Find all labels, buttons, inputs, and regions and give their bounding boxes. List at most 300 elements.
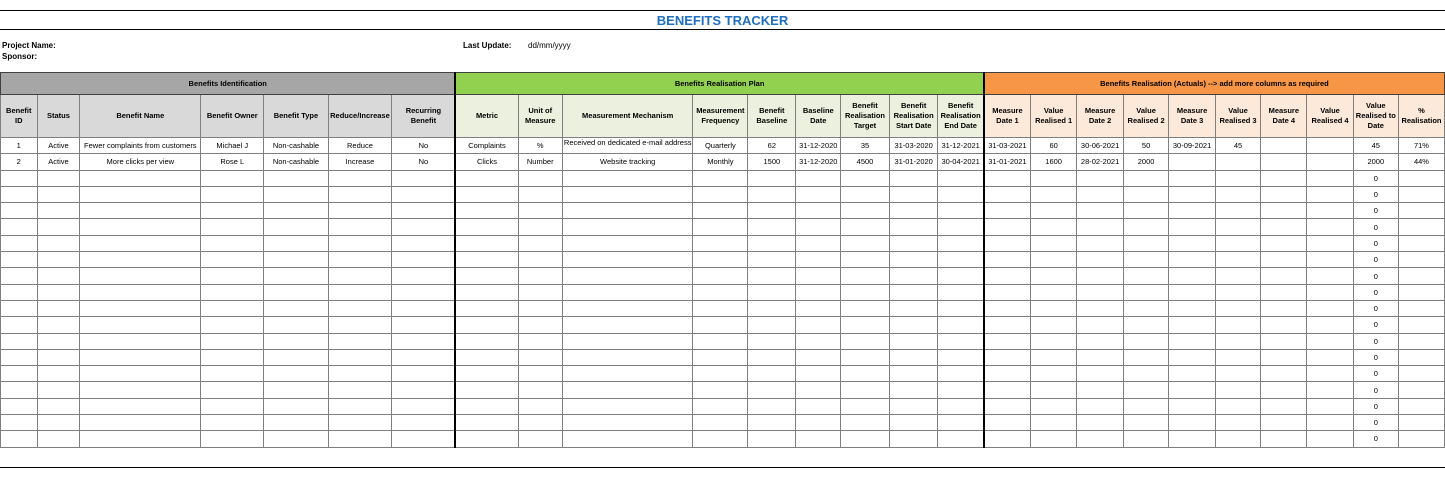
table-cell[interactable]	[1215, 268, 1260, 284]
table-cell[interactable]	[518, 317, 562, 333]
table-cell[interactable]	[328, 219, 392, 235]
table-cell[interactable]	[938, 203, 984, 219]
table-cell[interactable]	[1398, 317, 1444, 333]
table-cell[interactable]: Non-cashable	[264, 154, 328, 170]
table-cell[interactable]	[748, 235, 796, 251]
table-cell[interactable]	[1307, 219, 1353, 235]
table-cell[interactable]	[1307, 300, 1353, 316]
table-cell[interactable]	[1077, 317, 1124, 333]
table-cell[interactable]	[37, 203, 80, 219]
table-cell[interactable]	[37, 268, 80, 284]
table-cell[interactable]	[562, 235, 693, 251]
table-cell[interactable]	[693, 317, 748, 333]
table-cell[interactable]	[841, 268, 890, 284]
table-cell[interactable]	[455, 415, 518, 431]
table-cell[interactable]: 30-06-2021	[1077, 138, 1124, 154]
table-cell[interactable]: Increase	[328, 154, 392, 170]
table-cell[interactable]	[392, 203, 456, 219]
table-cell[interactable]	[1, 398, 38, 414]
table-cell[interactable]	[1169, 300, 1216, 316]
table-cell[interactable]	[1077, 219, 1124, 235]
table-cell[interactable]	[889, 382, 938, 398]
table-cell[interactable]	[748, 415, 796, 431]
table-cell[interactable]	[1031, 349, 1077, 365]
table-cell[interactable]: 1500	[748, 154, 796, 170]
table-cell[interactable]	[80, 333, 201, 349]
table-cell[interactable]	[889, 219, 938, 235]
table-cell[interactable]: More clicks per view	[80, 154, 201, 170]
table-cell[interactable]	[1031, 333, 1077, 349]
table-cell[interactable]	[1261, 333, 1307, 349]
table-cell[interactable]	[1031, 415, 1077, 431]
table-cell[interactable]	[1, 366, 38, 382]
table-cell[interactable]	[201, 333, 264, 349]
table-cell[interactable]	[80, 203, 201, 219]
table-cell[interactable]: No	[392, 138, 456, 154]
table-cell[interactable]	[264, 333, 328, 349]
table-cell[interactable]	[1398, 284, 1444, 300]
table-cell[interactable]: 31-12-2020	[796, 138, 841, 154]
table-cell[interactable]	[748, 366, 796, 382]
table-cell[interactable]	[1031, 382, 1077, 398]
table-cell[interactable]	[984, 219, 1031, 235]
table-cell[interactable]	[392, 415, 456, 431]
table-cell[interactable]	[392, 366, 456, 382]
table-cell[interactable]	[984, 235, 1031, 251]
table-cell[interactable]	[1123, 252, 1168, 268]
table-cell[interactable]	[1169, 382, 1216, 398]
table-cell[interactable]	[1398, 235, 1444, 251]
table-cell[interactable]	[984, 170, 1031, 186]
table-cell[interactable]	[1031, 300, 1077, 316]
table-cell[interactable]	[1398, 333, 1444, 349]
table-cell[interactable]	[889, 398, 938, 414]
table-cell[interactable]	[562, 366, 693, 382]
table-cell[interactable]	[693, 398, 748, 414]
table-cell[interactable]	[841, 203, 890, 219]
table-cell[interactable]	[1307, 398, 1353, 414]
table-cell[interactable]	[1077, 268, 1124, 284]
table-cell[interactable]	[1261, 398, 1307, 414]
table-cell[interactable]	[693, 170, 748, 186]
table-cell[interactable]	[1261, 382, 1307, 398]
table-cell[interactable]	[1123, 366, 1168, 382]
table-cell[interactable]	[264, 186, 328, 202]
table-cell[interactable]: 0	[1353, 398, 1398, 414]
table-cell[interactable]	[80, 317, 201, 333]
table-cell[interactable]	[1031, 431, 1077, 447]
table-cell[interactable]: Monthly	[693, 154, 748, 170]
table-cell[interactable]	[37, 170, 80, 186]
table-cell[interactable]	[1077, 398, 1124, 414]
table-cell[interactable]	[1215, 349, 1260, 365]
table-cell[interactable]	[1215, 219, 1260, 235]
table-cell[interactable]	[392, 431, 456, 447]
table-cell[interactable]: 31-12-2021	[938, 138, 984, 154]
table-cell[interactable]	[938, 235, 984, 251]
table-cell[interactable]	[938, 431, 984, 447]
table-cell[interactable]	[80, 235, 201, 251]
table-cell[interactable]	[1169, 154, 1216, 170]
table-cell[interactable]	[392, 398, 456, 414]
table-cell[interactable]	[1398, 219, 1444, 235]
table-cell[interactable]	[1215, 170, 1260, 186]
table-cell[interactable]	[1398, 366, 1444, 382]
table-cell[interactable]	[693, 268, 748, 284]
table-cell[interactable]	[328, 268, 392, 284]
table-cell[interactable]	[1123, 284, 1168, 300]
table-cell[interactable]	[1307, 138, 1353, 154]
table-cell[interactable]	[328, 398, 392, 414]
table-cell[interactable]	[37, 317, 80, 333]
table-cell[interactable]	[841, 415, 890, 431]
table-cell[interactable]	[796, 349, 841, 365]
table-cell[interactable]: Number	[518, 154, 562, 170]
table-cell[interactable]	[1031, 252, 1077, 268]
table-cell[interactable]	[562, 300, 693, 316]
table-cell[interactable]	[328, 431, 392, 447]
table-cell[interactable]	[562, 415, 693, 431]
table-cell[interactable]	[1261, 170, 1307, 186]
table-cell[interactable]: 35	[841, 138, 890, 154]
table-cell[interactable]	[1307, 333, 1353, 349]
table-cell[interactable]: 60	[1031, 138, 1077, 154]
table-cell[interactable]: 45	[1215, 138, 1260, 154]
table-cell[interactable]	[984, 268, 1031, 284]
table-cell[interactable]	[1, 219, 38, 235]
table-cell[interactable]	[1261, 431, 1307, 447]
table-cell[interactable]	[1261, 154, 1307, 170]
table-cell[interactable]	[1123, 382, 1168, 398]
table-cell[interactable]: 0	[1353, 284, 1398, 300]
table-cell[interactable]	[1169, 349, 1216, 365]
table-cell[interactable]	[264, 349, 328, 365]
table-cell[interactable]	[37, 252, 80, 268]
table-cell[interactable]	[562, 284, 693, 300]
table-cell[interactable]	[1261, 317, 1307, 333]
table-cell[interactable]	[201, 170, 264, 186]
table-cell[interactable]	[37, 349, 80, 365]
table-cell[interactable]	[455, 219, 518, 235]
table-cell[interactable]	[518, 300, 562, 316]
table-cell[interactable]	[1398, 300, 1444, 316]
table-cell[interactable]	[841, 170, 890, 186]
table-cell[interactable]	[264, 366, 328, 382]
table-cell[interactable]	[1261, 186, 1307, 202]
table-cell[interactable]	[1123, 431, 1168, 447]
table-cell[interactable]	[80, 268, 201, 284]
table-cell[interactable]: 2000	[1353, 154, 1398, 170]
table-cell[interactable]	[37, 333, 80, 349]
table-cell[interactable]: Complaints	[455, 138, 518, 154]
table-cell[interactable]	[1169, 431, 1216, 447]
table-cell[interactable]	[201, 268, 264, 284]
table-cell[interactable]	[1398, 349, 1444, 365]
table-cell[interactable]	[1307, 252, 1353, 268]
table-cell[interactable]	[328, 317, 392, 333]
table-cell[interactable]	[80, 366, 201, 382]
table-cell[interactable]	[1, 333, 38, 349]
table-cell[interactable]	[889, 349, 938, 365]
table-cell[interactable]	[1169, 252, 1216, 268]
table-cell[interactable]	[889, 333, 938, 349]
table-cell[interactable]	[80, 398, 201, 414]
table-cell[interactable]	[1169, 317, 1216, 333]
table-cell[interactable]: Active	[37, 154, 80, 170]
table-cell[interactable]	[938, 170, 984, 186]
table-cell[interactable]	[889, 203, 938, 219]
table-cell[interactable]: 0	[1353, 317, 1398, 333]
table-cell[interactable]	[796, 415, 841, 431]
table-cell[interactable]	[938, 415, 984, 431]
table-cell[interactable]	[328, 382, 392, 398]
table-cell[interactable]	[748, 203, 796, 219]
table-cell[interactable]	[841, 300, 890, 316]
table-cell[interactable]	[1215, 186, 1260, 202]
table-cell[interactable]	[1, 300, 38, 316]
table-cell[interactable]	[37, 366, 80, 382]
table-cell[interactable]	[1, 186, 38, 202]
table-cell[interactable]	[938, 333, 984, 349]
table-cell[interactable]	[938, 300, 984, 316]
table-cell[interactable]	[1215, 398, 1260, 414]
table-cell[interactable]	[37, 415, 80, 431]
table-cell[interactable]: Quarterly	[693, 138, 748, 154]
table-cell[interactable]	[1123, 398, 1168, 414]
table-cell[interactable]	[455, 284, 518, 300]
table-cell[interactable]	[1307, 235, 1353, 251]
table-cell[interactable]	[80, 186, 201, 202]
table-cell[interactable]	[264, 398, 328, 414]
table-cell[interactable]	[455, 300, 518, 316]
table-cell[interactable]	[841, 398, 890, 414]
table-cell[interactable]	[984, 398, 1031, 414]
table-cell[interactable]	[562, 170, 693, 186]
table-cell[interactable]	[1307, 317, 1353, 333]
table-cell[interactable]	[1398, 382, 1444, 398]
table-cell[interactable]	[796, 431, 841, 447]
table-cell[interactable]	[562, 333, 693, 349]
table-cell[interactable]	[1307, 268, 1353, 284]
table-cell[interactable]	[37, 186, 80, 202]
table-cell[interactable]	[392, 349, 456, 365]
table-cell[interactable]	[1261, 138, 1307, 154]
table-cell[interactable]	[1261, 268, 1307, 284]
table-cell[interactable]: Received on dedicated e-mail address	[562, 138, 693, 154]
table-cell[interactable]	[518, 431, 562, 447]
table-cell[interactable]	[1398, 203, 1444, 219]
table-cell[interactable]	[80, 252, 201, 268]
table-cell[interactable]	[693, 252, 748, 268]
table-cell[interactable]	[264, 170, 328, 186]
table-cell[interactable]	[984, 284, 1031, 300]
table-cell[interactable]	[1169, 203, 1216, 219]
table-cell[interactable]	[748, 398, 796, 414]
table-cell[interactable]: 0	[1353, 349, 1398, 365]
table-cell[interactable]	[1123, 203, 1168, 219]
table-cell[interactable]	[693, 219, 748, 235]
table-cell[interactable]	[841, 235, 890, 251]
table-cell[interactable]	[796, 284, 841, 300]
table-cell[interactable]	[796, 203, 841, 219]
table-cell[interactable]	[1123, 415, 1168, 431]
table-cell[interactable]	[264, 203, 328, 219]
table-cell[interactable]	[562, 252, 693, 268]
table-cell[interactable]	[562, 219, 693, 235]
table-cell[interactable]	[80, 300, 201, 316]
table-cell[interactable]	[1031, 170, 1077, 186]
table-cell[interactable]	[889, 170, 938, 186]
table-cell[interactable]: 31-03-2020	[889, 138, 938, 154]
table-cell[interactable]	[518, 219, 562, 235]
table-cell[interactable]	[1077, 300, 1124, 316]
table-cell[interactable]	[392, 382, 456, 398]
table-cell[interactable]	[1261, 235, 1307, 251]
table-cell[interactable]	[1398, 268, 1444, 284]
table-cell[interactable]	[392, 317, 456, 333]
table-cell[interactable]	[841, 186, 890, 202]
table-cell[interactable]	[693, 235, 748, 251]
table-cell[interactable]	[518, 333, 562, 349]
table-cell[interactable]	[1169, 235, 1216, 251]
table-cell[interactable]	[1215, 415, 1260, 431]
table-cell[interactable]	[693, 333, 748, 349]
table-cell[interactable]: 0	[1353, 431, 1398, 447]
table-cell[interactable]	[1261, 415, 1307, 431]
table-cell[interactable]	[518, 203, 562, 219]
table-cell[interactable]	[1, 317, 38, 333]
table-cell[interactable]	[1307, 415, 1353, 431]
table-cell[interactable]: 4500	[841, 154, 890, 170]
table-cell[interactable]	[1077, 284, 1124, 300]
table-cell[interactable]	[748, 300, 796, 316]
table-cell[interactable]	[1169, 366, 1216, 382]
table-cell[interactable]	[392, 235, 456, 251]
table-cell[interactable]	[796, 219, 841, 235]
table-cell[interactable]: 28-02-2021	[1077, 154, 1124, 170]
table-cell[interactable]: %	[518, 138, 562, 154]
table-cell[interactable]	[518, 284, 562, 300]
table-cell[interactable]	[1, 268, 38, 284]
table-cell[interactable]	[693, 284, 748, 300]
table-cell[interactable]	[264, 219, 328, 235]
table-cell[interactable]	[328, 252, 392, 268]
table-cell[interactable]: 62	[748, 138, 796, 154]
table-cell[interactable]: 1	[1, 138, 38, 154]
table-cell[interactable]	[1398, 398, 1444, 414]
table-cell[interactable]	[455, 235, 518, 251]
table-cell[interactable]	[201, 366, 264, 382]
table-cell[interactable]: 0	[1353, 366, 1398, 382]
table-cell[interactable]	[562, 349, 693, 365]
table-cell[interactable]: 2000	[1123, 154, 1168, 170]
table-cell[interactable]	[984, 366, 1031, 382]
table-cell[interactable]: Website tracking	[562, 154, 693, 170]
table-cell[interactable]	[1031, 268, 1077, 284]
table-cell[interactable]	[1215, 382, 1260, 398]
table-cell[interactable]	[1123, 333, 1168, 349]
table-cell[interactable]	[693, 431, 748, 447]
table-cell[interactable]	[392, 170, 456, 186]
table-cell[interactable]: 0	[1353, 203, 1398, 219]
table-cell[interactable]	[328, 284, 392, 300]
table-cell[interactable]	[1031, 317, 1077, 333]
table-cell[interactable]	[518, 415, 562, 431]
table-cell[interactable]	[1169, 219, 1216, 235]
table-cell[interactable]: 2	[1, 154, 38, 170]
table-cell[interactable]	[748, 170, 796, 186]
table-cell[interactable]	[201, 252, 264, 268]
table-cell[interactable]	[693, 203, 748, 219]
table-cell[interactable]: 0	[1353, 186, 1398, 202]
table-cell[interactable]	[201, 300, 264, 316]
table-cell[interactable]: No	[392, 154, 456, 170]
table-cell[interactable]	[1169, 398, 1216, 414]
table-cell[interactable]	[1215, 317, 1260, 333]
table-cell[interactable]	[938, 252, 984, 268]
table-cell[interactable]	[455, 252, 518, 268]
table-cell[interactable]	[1307, 431, 1353, 447]
table-cell[interactable]	[889, 186, 938, 202]
table-cell[interactable]	[201, 415, 264, 431]
table-cell[interactable]	[1077, 186, 1124, 202]
table-cell[interactable]	[748, 333, 796, 349]
table-cell[interactable]	[1077, 333, 1124, 349]
table-cell[interactable]	[841, 431, 890, 447]
table-cell[interactable]	[1261, 366, 1307, 382]
table-cell[interactable]	[984, 382, 1031, 398]
table-cell[interactable]	[80, 170, 201, 186]
table-cell[interactable]	[201, 284, 264, 300]
table-cell[interactable]	[1307, 382, 1353, 398]
table-cell[interactable]	[1307, 203, 1353, 219]
table-cell[interactable]	[1031, 186, 1077, 202]
table-cell[interactable]	[562, 431, 693, 447]
table-cell[interactable]	[693, 366, 748, 382]
table-cell[interactable]	[264, 284, 328, 300]
table-cell[interactable]	[748, 252, 796, 268]
table-cell[interactable]	[518, 235, 562, 251]
table-cell[interactable]	[693, 186, 748, 202]
table-cell[interactable]	[37, 300, 80, 316]
table-cell[interactable]	[984, 349, 1031, 365]
table-cell[interactable]	[264, 382, 328, 398]
table-cell[interactable]	[1, 415, 38, 431]
table-cell[interactable]	[264, 300, 328, 316]
table-cell[interactable]	[392, 219, 456, 235]
table-cell[interactable]	[328, 349, 392, 365]
table-cell[interactable]: 45	[1353, 138, 1398, 154]
table-cell[interactable]	[693, 415, 748, 431]
table-cell[interactable]	[1031, 235, 1077, 251]
table-cell[interactable]	[796, 170, 841, 186]
table-cell[interactable]	[984, 415, 1031, 431]
table-cell[interactable]	[264, 317, 328, 333]
table-cell[interactable]	[264, 252, 328, 268]
table-cell[interactable]	[748, 186, 796, 202]
table-cell[interactable]: 0	[1353, 300, 1398, 316]
table-cell[interactable]	[562, 268, 693, 284]
table-cell[interactable]	[455, 431, 518, 447]
table-cell[interactable]	[562, 186, 693, 202]
table-cell[interactable]	[1123, 170, 1168, 186]
table-cell[interactable]	[518, 170, 562, 186]
table-cell[interactable]: 44%	[1398, 154, 1444, 170]
table-cell[interactable]	[80, 415, 201, 431]
table-cell[interactable]	[1307, 170, 1353, 186]
table-cell[interactable]	[1169, 284, 1216, 300]
table-cell[interactable]	[455, 170, 518, 186]
